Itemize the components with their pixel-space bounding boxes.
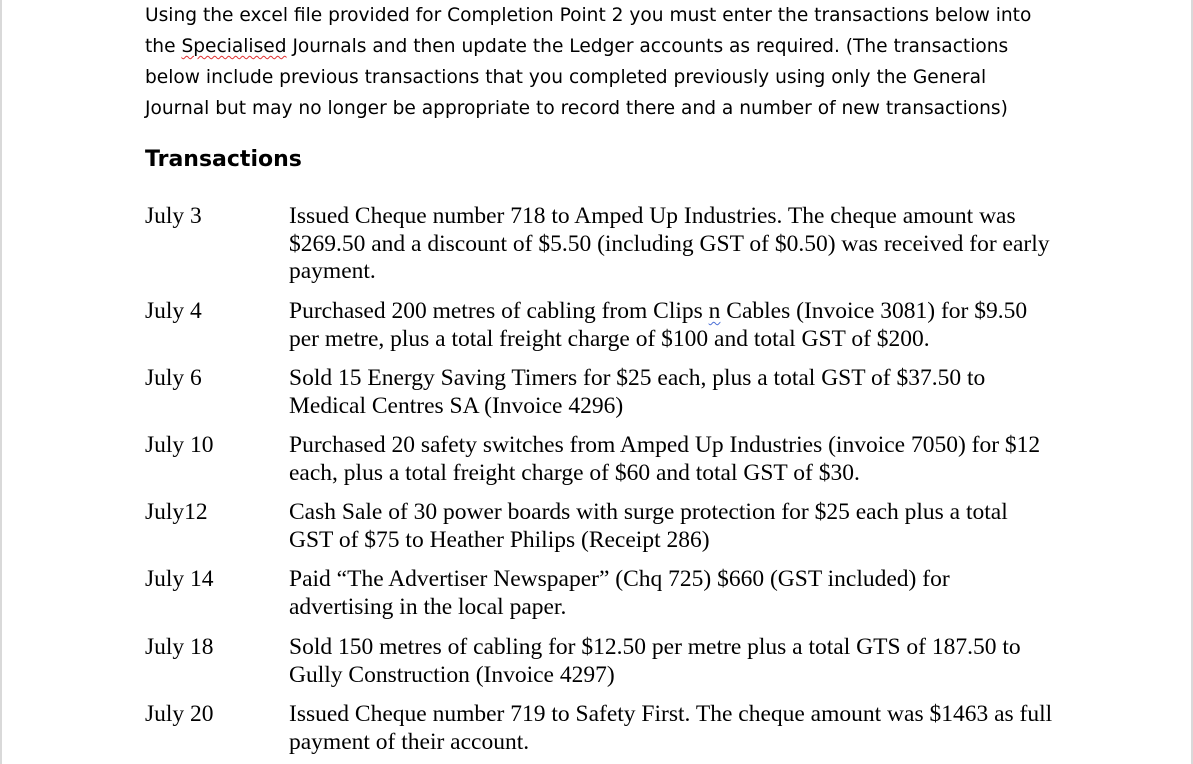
transaction-date: July 18 [145, 634, 214, 660]
transaction-date: July 6 [145, 365, 202, 391]
transaction-date: July 14 [145, 566, 214, 592]
transaction-description: Sold 150 metres of cabling for $12.50 per metre plus a total GTS of 187.50 to Gully Construction (Invoice 4297) [289, 634, 1021, 688]
transaction-date: July 20 [145, 701, 214, 727]
spelling-flagged-word[interactable]: Specialised [181, 36, 287, 57]
transaction-description: Purchased 20 safety switches from Amped Up Industries (invoice 7050) for $12 each, plus a total freight charge of $60 and total GST of $30. [289, 432, 1041, 486]
transaction-description [289, 298, 1054, 353]
transaction-description: Paid “The Advertiser Newspaper” (Chq 725) $660 (GST included) for advertising in the local paper. [289, 566, 950, 620]
transaction-description: Issued Cheque number 718 to Amped Up Industries. The cheque amount was $269.50 and a discount of $5.50 (including GST of $0.50) was received for early payment. [289, 203, 1050, 284]
grammar-flagged-word[interactable]: n [708, 298, 721, 324]
transaction-description: Sold 15 Energy Saving Timers for $25 each, plus a total GST of $37.50 to Medical Centres SA (Invoice 4296) [289, 365, 986, 419]
transaction-date: July 10 [145, 432, 214, 458]
description-text-end: Cables (Invoice 3081) for $9.50 per metre, plus a total freight charge of $100 and total GST of $200. [289, 298, 1028, 352]
intro-text-end: Journals and then update the Ledger accounts as required. (The transactions below include previous transactions that you completed previously using only the General Journal but may no longer be appropriate to record there and a number of new transactions) [145, 36, 1009, 119]
intro-text-start: Using the excel file provided for Completion Point 2 you must enter the transactions below into the [145, 5, 1032, 57]
transaction-date: July12 [145, 499, 208, 525]
intro-paragraph [145, 0, 1055, 124]
transaction-description: Issued Cheque number 719 to Safety First. The cheque amount was $1463 as full payment of their account. [289, 701, 1053, 755]
transaction-date: July 4 [145, 298, 202, 324]
transaction-description: Cash Sale of 30 power boards with surge protection for $25 each plus a total GST of $75 to Heather Philips (Receipt 286) [289, 499, 1008, 553]
transaction-date: July 3 [145, 203, 202, 229]
section-heading: Transactions [145, 147, 302, 172]
page-left-edge [0, 0, 2, 764]
description-text-start: Purchased 200 metres of cabling from Clips [289, 298, 709, 324]
